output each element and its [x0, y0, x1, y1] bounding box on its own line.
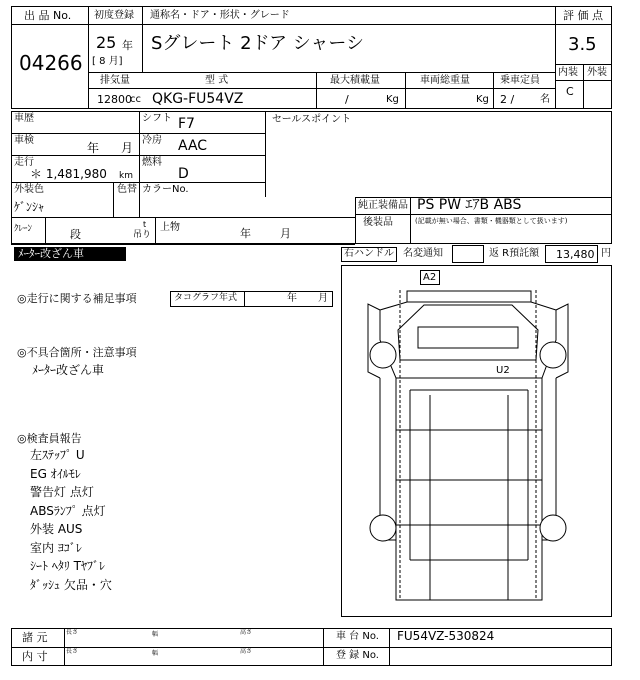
- bed-outline: [410, 390, 528, 560]
- length-label-2: 長さ: [66, 648, 79, 655]
- aftermarket-note: (記載が無い場合、書類・機器類として扱います): [415, 217, 568, 225]
- displacement-unit: cc: [130, 94, 141, 105]
- capacity-unit: 名: [540, 94, 550, 105]
- width-label-1: 幅: [152, 631, 159, 638]
- inspector-report-line: EG ｵｲﾙﾓﾚ: [30, 466, 81, 481]
- right-handle: 右ハンドル: [344, 248, 394, 259]
- capacity-label: 乗車定員: [500, 75, 540, 86]
- inspector-report-line: ABSﾗﾝﾌﾟ 点灯: [30, 503, 106, 518]
- inspection-label: 車検: [14, 135, 34, 146]
- tachograph-label: タコグラフ年式: [174, 293, 238, 303]
- score: 3.5: [568, 34, 597, 55]
- deposit: 13,480: [556, 248, 595, 261]
- wheel-rear-left: [370, 515, 396, 541]
- length-label-1: 長さ: [66, 629, 79, 636]
- cab-roof: [407, 291, 531, 302]
- aftermarket-label: 後装品: [363, 217, 393, 228]
- width-label-2: 幅: [152, 650, 159, 657]
- height-label-2: 高さ: [240, 648, 253, 655]
- wheel-front-left: [370, 342, 396, 368]
- inspector-report-line: 左ｽﾃｯﾌﾟ U: [30, 448, 85, 462]
- inspector-report-label: ◎検査員報告: [17, 432, 82, 445]
- interior-grade: C: [566, 85, 574, 98]
- first-registration-year: 25: [96, 33, 117, 52]
- lot-no: 04266: [19, 51, 83, 75]
- displacement: 12800: [97, 93, 132, 106]
- interior-dims-label: 内 寸: [22, 650, 48, 663]
- chassis-frame: [396, 378, 542, 600]
- interior-label: 内装: [558, 67, 578, 78]
- capacity: 2 /: [500, 93, 515, 106]
- chassis-no: FU54VZ-530824: [397, 629, 495, 643]
- mount-month-unit: 月: [280, 227, 291, 240]
- windshield: [418, 327, 518, 348]
- crane-hang-unit: 吊り: [133, 230, 152, 240]
- model-label: 型 式: [205, 75, 229, 86]
- history-label: 車歴: [14, 113, 34, 124]
- travel-notes-label: ◎走行に関する補足事項: [17, 292, 137, 305]
- grade-label: 通称名・ドア・形状・グレード: [150, 10, 290, 21]
- vehicle-name: Sグレート 2ドア シャーシ: [151, 33, 365, 54]
- cab-window: [398, 305, 538, 360]
- frame-members: [430, 395, 508, 600]
- crane-label: ｸﾚｰﾝ: [14, 224, 33, 234]
- sales-point-label: セールスポイント: [272, 114, 352, 125]
- inspector-report-line: 室内 ﾖｺﾞﾚ: [30, 540, 82, 555]
- height-label-1: 高さ: [240, 629, 253, 636]
- year-unit: 年: [122, 39, 133, 52]
- inspector-report-line: 外装 AUS: [30, 522, 83, 536]
- mileage-label: 走行: [14, 157, 34, 168]
- equipment: PS PW ｴｱB ABS: [417, 197, 522, 213]
- gross-weight-label: 車両総重量: [420, 75, 470, 86]
- cab-body: [380, 302, 556, 378]
- color: ｹﾞﾝｼｬ: [14, 200, 45, 214]
- defects: ﾒｰﾀｰ改ざん車: [32, 363, 105, 377]
- chassis-label: 車 台 No.: [336, 631, 379, 642]
- first-registration-label: 初度登録: [94, 10, 134, 21]
- model: QKG-FU54VZ: [152, 91, 244, 107]
- dashed-lines: [400, 290, 536, 600]
- mileage: ＊ 1,481,980: [30, 167, 107, 181]
- max-load: /: [345, 93, 349, 106]
- crane-ton-unit: t: [143, 220, 147, 229]
- wheel-front-right: [540, 342, 566, 368]
- score-label: 評 価 点: [563, 9, 603, 22]
- equipment-label: 純正装備品: [358, 200, 408, 211]
- specs-row-label: 諸 元: [22, 631, 48, 644]
- meter-tamper-badge: ﾒｰﾀｰ改ざん車: [14, 247, 126, 261]
- inspector-report-line: 警告灯 点灯: [30, 485, 94, 499]
- inspector-report-line: ｼｰﾄ ﾍﾀﾘ Tﾔﾌﾞﾚ: [30, 559, 105, 573]
- cross-members: [396, 430, 542, 525]
- inspection-month-unit: 月: [121, 141, 134, 155]
- color-no-label: カラーNo.: [142, 184, 189, 195]
- wheels: [370, 342, 566, 541]
- shift: F7: [178, 116, 195, 132]
- inspection-year-unit: 年: [87, 141, 100, 155]
- lot-no-label: 出 品 No.: [24, 9, 72, 22]
- mount-label: 上物: [160, 222, 180, 233]
- ac: AAC: [178, 138, 208, 154]
- gross-weight-unit: Kg: [476, 94, 489, 105]
- defects-label: ◎不具合箇所・注意事項: [17, 346, 137, 359]
- displacement-label: 排気量: [100, 75, 130, 86]
- truck-outline: [368, 291, 568, 600]
- mark-a2: A2: [423, 272, 437, 283]
- return-label: 返 R預託額: [489, 248, 540, 259]
- name-change-label: 名変通知: [403, 248, 443, 259]
- first-registration-month: [ 8 月]: [92, 56, 123, 67]
- inspector-report-line: ﾀﾞｯｼｭ 欠品・穴: [30, 577, 112, 592]
- deposit-unit: 円: [601, 248, 611, 259]
- mount-year-unit: 年: [240, 227, 251, 240]
- color-label: 外装色: [14, 184, 44, 195]
- ac-label: 冷房: [142, 135, 162, 146]
- max-load-label: 最大積載量: [330, 75, 380, 86]
- mark-u2: U2: [496, 365, 510, 376]
- wheel-rear-right: [540, 515, 566, 541]
- exterior-label: 外装: [587, 67, 607, 78]
- max-load-unit: Kg: [386, 94, 399, 105]
- color-change-label: 色替: [117, 184, 137, 195]
- tachograph-year-unit: 年: [287, 293, 297, 304]
- tachograph-month-unit: 月: [318, 293, 328, 304]
- fuel-label: 燃料: [142, 157, 162, 168]
- shift-label: シフト: [142, 113, 172, 124]
- registration-label: 登 録 No.: [336, 650, 379, 661]
- mileage-unit: km: [119, 171, 133, 181]
- crane-stage-unit: 段: [70, 228, 81, 241]
- fuel: D: [178, 166, 189, 182]
